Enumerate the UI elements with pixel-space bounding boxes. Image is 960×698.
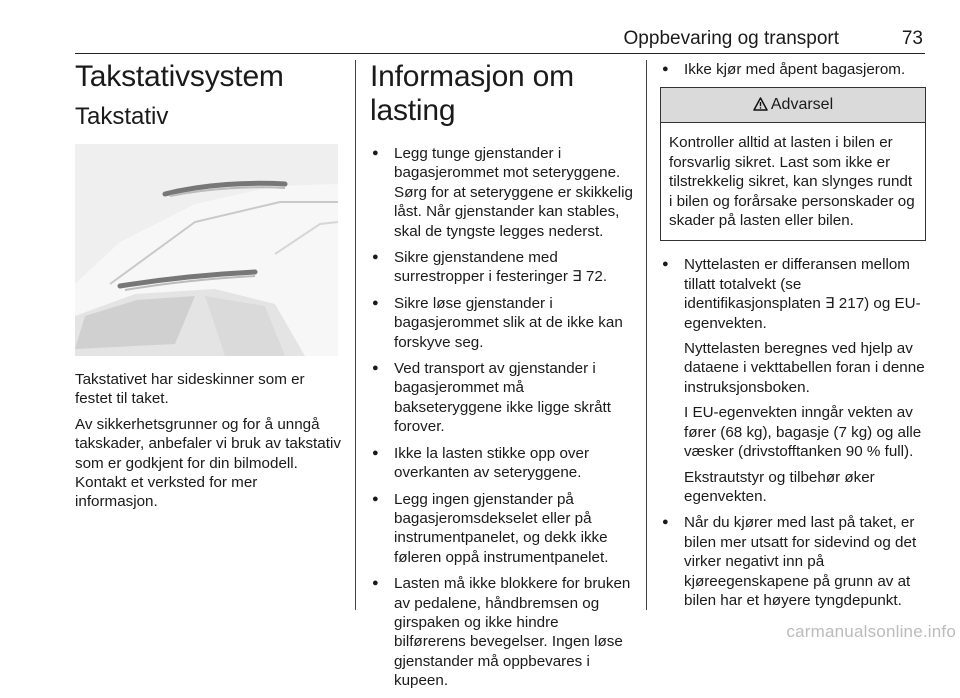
list-item: ● Legg tunge gjenstander i bagasjerommet mot seteryggene. Sørg for at seteryggene er skikkelig låst. Når gjenstander kan stables, skal de tyngste legges nederst. <box>370 144 634 241</box>
bullet-list-bottom <box>660 255 926 610</box>
list-subparagraph: Nyttelasten beregnes ved hjelp av dataene i vekttabellen foran i denne instruksjonsboken. <box>684 340 925 396</box>
loading-bullet-list <box>370 144 634 691</box>
warning-text: Kontroller alltid at lasten i bilen er forsvarlig sikret. Last som ikke er tilstrekkelig sikret, kan slynges rundt i bilen og forårsake personskader og skader på lasten eller bilen. <box>669 134 915 230</box>
bullet-list-top <box>660 60 926 79</box>
list-item: ● Ikke la lasten stikke opp over overkanten av seteryggene. <box>370 444 634 483</box>
list-item: ● Ikke kjør med åpent bagasjerom. <box>660 60 926 79</box>
warning-box <box>660 87 926 241</box>
section-title: Takstativsystem <box>75 60 284 93</box>
list-item-text: ● Nyttelasten er differansen mellom tillatt totalvekt (se identifikasjonsplaten ∃ 217) og EU-egenvekten. <box>684 256 921 332</box>
paragraph: Av sikkerhetsgrunner og for å unngå takskader, anbefaler vi bruk av takstativ som er godkjent for din bilmodell. Kontakt et verksted for mer informasjon. <box>75 415 341 511</box>
list-item: ● Legg ingen gjenstander på bagasjeromsdekselet eller på instrumentpanelet, og dekk ikke føleren oppå instrumentpanelet. <box>370 490 634 568</box>
list-item: ● Sikre gjenstandene med surrestropper i festeringer ∃ 72. <box>370 248 634 287</box>
page-header <box>75 22 925 54</box>
subsection-title: Takstativ <box>75 103 169 130</box>
column-1 <box>75 60 343 518</box>
warning-triangle-icon <box>753 90 768 124</box>
section-title: Informasjon om lasting <box>370 60 574 127</box>
watermark: carmanualsonline.info <box>786 622 956 641</box>
list-subparagraph: I EU-egenvekten inngår vekten av fører (68 kg), bagasje (7 kg) og alle væsker (drivstofftanken 90 % full). <box>684 404 922 461</box>
warning-title: Advarsel <box>770 96 834 114</box>
column-divider <box>646 60 647 610</box>
page-number: 73 <box>901 28 923 49</box>
header-title: Oppbevaring og transport <box>623 28 839 49</box>
list-item: ● Lasten må ikke blokkere for bruken av pedalene, håndbremsen og girspaken og ikke hindre bilførerens bevegelser. Ingen løse gjenstander må oppbevares i kupeen. <box>370 574 634 690</box>
column-2 <box>370 60 634 698</box>
list-item: ● Sikre løse gjenstander i bagasjerommet slik at de ikke kan forskyve seg. <box>370 294 634 352</box>
warning-header <box>661 88 925 123</box>
list-subparagraph: Ekstrautstyr og tilbehør øker egenvekten. <box>684 468 875 505</box>
list-item: ● Ved transport av gjenstander i bagasjerommet må bakseteryggene ikke ligge skrått forover. <box>370 359 634 437</box>
header-rule <box>75 53 925 54</box>
list-item <box>660 255 926 506</box>
column-divider <box>355 60 356 610</box>
roof-rails-illustration <box>75 144 338 356</box>
list-item: ● Når du kjører med last på taket, er bilen mer utsatt for sidevind og det virker negativt inn på kjøreegenskapene på grunn av at bilen har et høyere tyngdepunkt. <box>660 513 926 610</box>
paragraph: Takstativet har sideskinner som er festet til taket. <box>75 371 305 408</box>
column-3 <box>660 60 926 617</box>
